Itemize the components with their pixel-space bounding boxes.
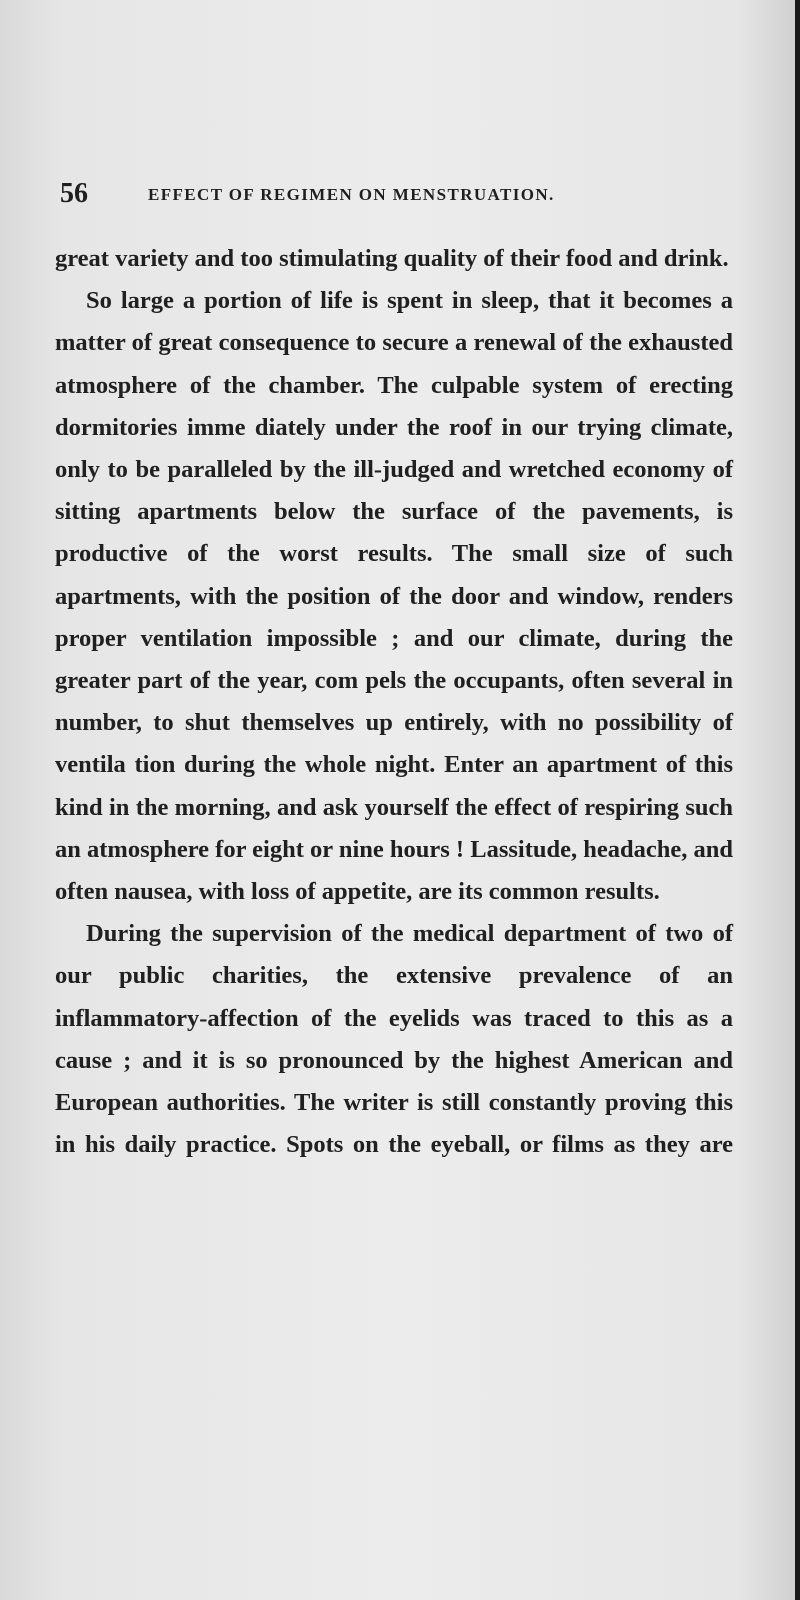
paragraph: So large a portion of life is spent in sleep, that it becomes a matter of great consequence to secure a renewal of the exhausted atmosphere of the chamber. The culpable system of erecting dormitories imme diately under the roof in our trying climate, only to be paralleled by the ill-judged and wretched economy of sitting apartments below the surface of the pavements, is productive of the worst results. The small size of such apartments, with the position of the door and window, renders proper ventilation impossible ; and our climate, during the greater part of the year, com pels the occupants, often several in number, to shut themselves up entirely, with no possibility of ventila tion during the whole night. Enter an apartment of this kind in the morning, and ask yourself the effect of respiring such an atmosphere for eight or nine hours ! Lassitude, headache, and often nausea, with loss of appetite, are its common results. bbox=[55, 287, 733, 906]
page-header bbox=[60, 178, 760, 214]
paragraph: great variety and too stimulating quality of their food and drink. bbox=[55, 245, 729, 272]
running-title: EFFECT OF REGIMEN ON MENSTRUATION. bbox=[148, 185, 555, 204]
page-number: 56 bbox=[60, 178, 88, 209]
page-edge-shadow bbox=[795, 0, 800, 1600]
paragraph: During the supervision of the medical department of two of our public charities, the extensive prevalence of an inflammatory-affection of the eyelids was traced to this as a cause ; and it is so pronounced by the highest American and European authorities. The writer is still constantly proving this in his daily practice. Spots on the eyeball, or films as they are bbox=[55, 920, 733, 1159]
body-text bbox=[55, 238, 733, 1166]
